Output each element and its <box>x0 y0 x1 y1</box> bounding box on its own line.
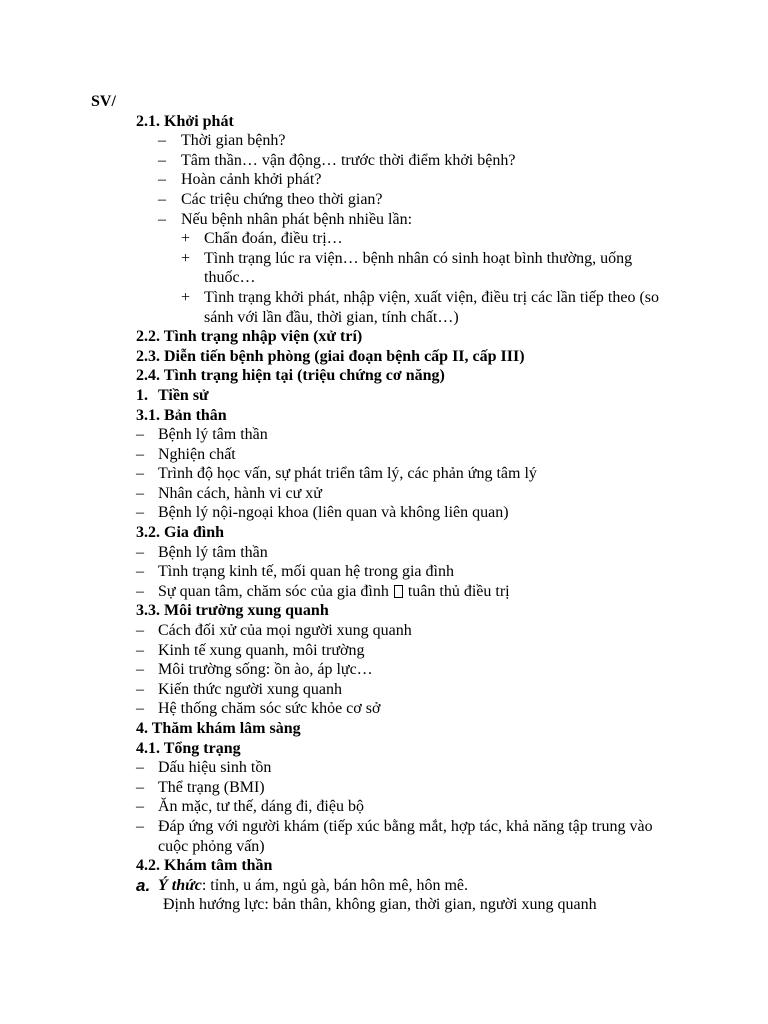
list-item: – Dấu hiệu sinh tồn <box>136 759 272 777</box>
dash-bullet: – <box>158 151 166 169</box>
list-item: – Thời gian bệnh? <box>158 132 286 150</box>
dash-bullet: – <box>136 426 144 444</box>
dash-bullet: – <box>136 622 144 640</box>
list-item: – Các triệu chứng theo thời gian? <box>158 190 383 208</box>
dash-bullet: – <box>136 582 144 600</box>
document-page <box>0 92 768 915</box>
orientation-line: Định hướng lực: bản thân, không gian, thời gian, người xung quanh <box>163 896 597 914</box>
dash-bullet: – <box>136 700 144 718</box>
list-item: – Bệnh lý nội-ngoại khoa (liên quan và không liên quan) <box>136 504 509 522</box>
section-3-1-heading: 3.1. Bản thân <box>136 406 227 424</box>
section-4-1-heading: 4.1. Tổng trạng <box>136 739 241 757</box>
list-item: – Sự quan tâm, chăm sóc của gia đình tuân thủ điều trị <box>136 582 510 600</box>
section-2-4-heading: 2.4. Tình trạng hiện tại (triệu chứng cơ năng) <box>136 367 445 385</box>
list-item: – Kiến thức người xung quanh <box>136 680 342 698</box>
sub-list-item: + Tình trạng khởi phát, nhập viện, xuất viện, điều trị các lần tiếp theo (so sánh với lần đầu, thời gian, tính chất…) <box>181 288 659 326</box>
dash-bullet: – <box>158 171 166 189</box>
dash-bullet: – <box>136 661 144 679</box>
plus-bullet: + <box>181 288 191 306</box>
section-3-heading: 1. Tiền sử <box>136 386 209 404</box>
dash-bullet: – <box>136 543 144 561</box>
list-item: – Hoàn cảnh khởi phát? <box>158 171 322 189</box>
list-item: – Trình độ học vấn, sự phát triển tâm lý, các phản ứng tâm lý <box>136 465 537 483</box>
section-2-3-heading: 2.3. Diễn tiến bệnh phòng (giai đoạn bệnh cấp II, cấp III) <box>136 347 525 365</box>
section-4-2-heading: 4.2. Khám tâm thần <box>136 857 273 875</box>
dash-bullet: – <box>136 563 144 581</box>
arrow-placeholder-icon <box>394 585 403 598</box>
dash-bullet: – <box>136 798 144 816</box>
section-3-2-heading: 3.2. Gia đình <box>136 524 225 542</box>
dash-bullet: – <box>136 817 144 835</box>
list-item: – Thể trạng (BMI) <box>136 778 265 796</box>
section-2-1-heading: 2.1. Khởi phát <box>136 112 234 130</box>
list-item: – Ăn mặc, tư thế, dáng đi, điệu bộ <box>136 798 364 816</box>
sub-list-item: + Tình trạng lúc ra viện… bệnh nhân có sinh hoạt bình thường, uống thuốc… <box>181 249 633 287</box>
sub-list-item: + Chẩn đoán, điều trị… <box>181 230 343 248</box>
list-item: – Môi trường sống: ồn ào, áp lực… <box>136 661 373 679</box>
dash-bullet: – <box>136 504 144 522</box>
dash-bullet: – <box>158 132 166 150</box>
dash-bullet: – <box>136 759 144 777</box>
list-item: – Kinh tế xung quanh, môi trường <box>136 641 365 659</box>
list-item: – Nghiện chất <box>136 445 236 463</box>
dash-bullet: – <box>136 445 144 463</box>
list-item: – Cách đối xử của mọi người xung quanh <box>136 622 412 640</box>
dash-bullet: – <box>136 778 144 796</box>
header-line <box>0 92 768 112</box>
list-item: – Bệnh lý tâm thần <box>136 543 268 561</box>
consciousness-line: a. Ý thức: tỉnh, u ám, ngủ gà, bán hôn mê, hôn mê. <box>136 875 468 895</box>
dash-bullet: – <box>136 641 144 659</box>
section-3-3-heading: 3.3. Môi trường xung quanh <box>136 602 329 620</box>
header-label: SV/ <box>91 93 116 110</box>
list-item: – Đáp ứng với người khám (tiếp xúc bằng mắt, hợp tác, khả năng tập trung vào cuộc phỏng vấn) <box>136 817 653 855</box>
plus-bullet: + <box>181 230 191 248</box>
dash-bullet: – <box>136 484 144 502</box>
list-item: – Nhân cách, hành vi cư xử <box>136 484 322 502</box>
dash-bullet: – <box>136 680 144 698</box>
section-2-2-heading: 2.2. Tình trạng nhập viện (xử trí) <box>136 328 363 346</box>
list-item: – Tâm thần… vận động… trước thời điểm khởi bệnh? <box>158 151 516 169</box>
dash-bullet: – <box>158 210 166 228</box>
list-item: – Nếu bệnh nhân phát bệnh nhiều lần: <box>158 210 413 228</box>
section-4-heading: 4. Thăm khám lâm sàng <box>136 720 301 737</box>
dash-bullet: – <box>158 190 166 208</box>
list-item: – Tình trạng kinh tế, mối quan hệ trong gia đình <box>136 563 454 581</box>
dash-bullet: – <box>136 465 144 483</box>
list-item: – Hệ thống chăm sóc sức khỏe cơ sở <box>136 700 381 718</box>
plus-bullet: + <box>181 249 191 267</box>
list-item: – Bệnh lý tâm thần <box>136 426 268 444</box>
